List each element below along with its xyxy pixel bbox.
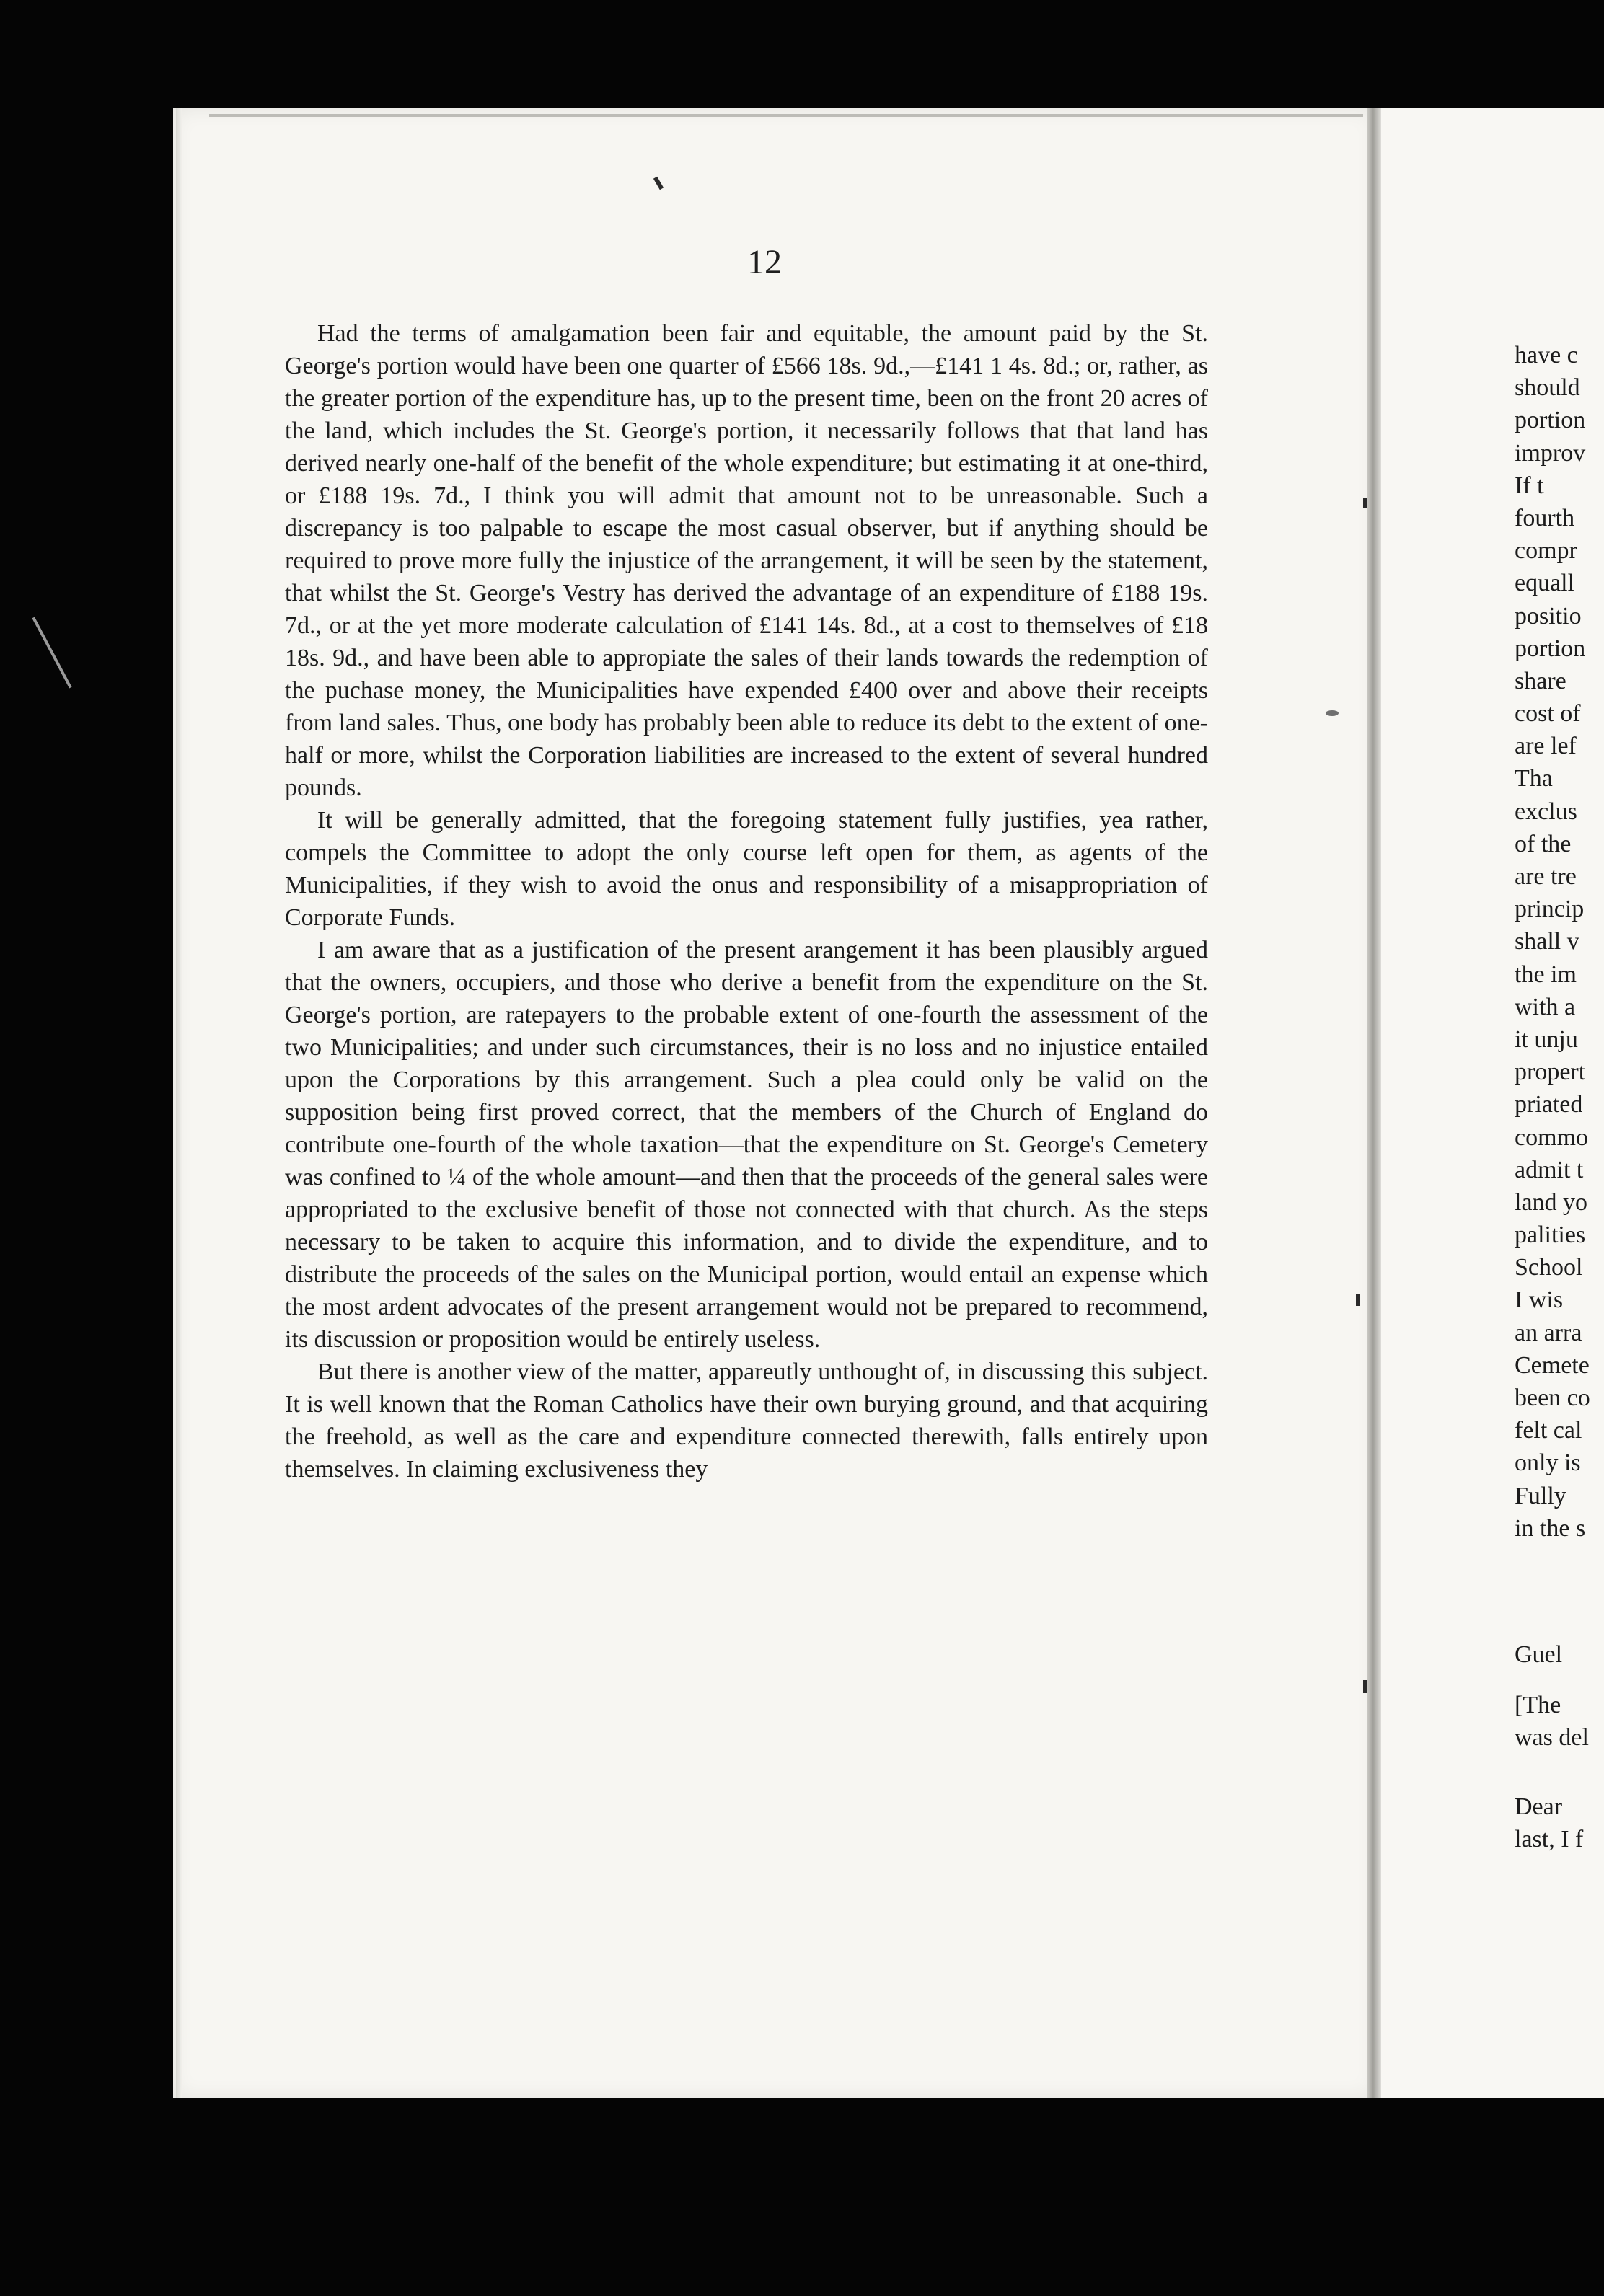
paragraph: I am aware that as a justification of the present arangement it has been plausibly argued that the owners, occupiers, and those who derive a benefit from the expenditure on the St. George's portion, are ratepayers to the probable extent of one-fourth the assessment of the two Municipalities; and under such circumstances, their is no loss and no injustice entailed upon the Corporations by this arrangement. Such a plea could only be valid on the supposition being first proved correct, that the members of the Church of England do contribute one-fourth of the whole taxation—that the expenditure on St. George's Cemetery was confined to ¼ of the whole amount—and then that the proceeds of the general sales were appropriated to the exclusive benefit of those not connected with that church. As the steps necessary to be taken to acquire this information, and to divide the expenditure, and to distribute the proceeds of the sales on the Municipal portion, would entail an expense which the most ardent advocates of the present arrangement would not be prepared to recommend, its discussion or proposition would be entirely useless. (285, 937, 1208, 1353)
fragment-line: propert (1515, 1059, 1586, 1086)
fragment-line: I wis (1515, 1286, 1564, 1314)
spacer (1515, 1545, 1604, 1638)
fragment-line: improv (1515, 439, 1586, 467)
fragment-line: are tre (1515, 863, 1577, 890)
fragment-line: only is (1515, 1449, 1581, 1477)
fragment-line: priated (1515, 1091, 1583, 1118)
fragment-line: If t (1515, 472, 1544, 499)
fragment-line: land yo (1515, 1188, 1588, 1216)
spacer (1515, 1754, 1604, 1791)
fragment-line: should (1515, 374, 1580, 402)
page-top-edge (209, 114, 1363, 117)
fragment-line: with a (1515, 993, 1576, 1020)
fragment-line: [The (1515, 1692, 1561, 1719)
fragment-line: portion (1515, 635, 1586, 662)
fragment-line: last, I f (1515, 1825, 1584, 1853)
fragment-line: commo (1515, 1123, 1588, 1151)
fragment-line: it unju (1515, 1025, 1578, 1053)
fragment-line: an arra (1515, 1319, 1582, 1346)
fragment-line: have c (1515, 342, 1578, 368)
ink-speck (1363, 498, 1367, 508)
fragment-line: Fully (1515, 1482, 1566, 1509)
fragment-line: Dear (1515, 1793, 1563, 1820)
fragment-line: equall (1515, 570, 1575, 597)
fragment-line: fourth (1515, 504, 1575, 531)
fragment-line: was del (1515, 1724, 1589, 1752)
fragment-line: shall v (1515, 928, 1579, 955)
left-page-edge (176, 108, 182, 2098)
fragment-line: Cemete (1515, 1351, 1590, 1379)
paragraph: Had the terms of amalgamation been fair and equitable, the amount paid by the St. George's portion would have been one quarter of £566 18s. 9d.,—£141 1 4s. 8d.; or, rather, as the greater portion of the expenditure has, up to the present time, been on the front 20 acres of the land, which includes the St. George's portion, it necessarily follows that that land has derived nearly one-half of the benefit of the whole expenditure; but estimating it at one-third, or £188 19s. 7d., I think you will admit that amount not to be unreasonable. Such a discrepancy is too palpable to escape the most casual observer, but if anything should be required to prove more fully the injustice of the arrangement, it will be seen by the statement, that whilst the St. George's Vestry has derived the advantage of an expenditure of £188 19s. 7d., or at the yet more moderate calculation of £141 14s. 8d., at a cost to themselves of £18 18s. 9d., and have been able to appropiate the sales of their lands towards the redemption of the puchase money, the Municipalities have expended £400 over and above their receipts from land sales. Thus, one body has probably been able to reduce its debt to the extent of one-half or more, whilst the Corporation liabilities are increased to the extent of several hundred pounds. (285, 320, 1208, 801)
fragment-line: share (1515, 667, 1566, 694)
facing-page-text (1515, 339, 1604, 1855)
fragment-line: palities (1515, 1222, 1586, 1249)
page-number: 12 (747, 243, 782, 281)
fragment-line: exclus (1515, 798, 1577, 825)
spacer (1515, 1671, 1604, 1689)
paragraph: It will be generally admitted, that the foregoing statement fully justifies, yea rather, compels the Committee to adopt the only course left open for them, as agents of the Municipalities, if they wish to avoid the onus and responsibility of a misappropriation of Corporate Funds. (285, 807, 1208, 931)
ink-speck (1363, 1680, 1367, 1693)
fragment-line: Guel (1515, 1641, 1563, 1668)
ink-speck (1356, 1294, 1360, 1306)
fragment-line: School (1515, 1254, 1583, 1281)
fragment-line: positio (1515, 602, 1582, 630)
fragment-line: the im (1515, 961, 1577, 988)
paragraph: But there is another view of the matter, appareutly unthought of, in discussing this subject. It is well known that the Roman Catholics have their own burying ground, and that acquiring the freehold, as well as the care and expenditure connected therewith, falls entirely upon themselves. In claiming exclusiveness they (285, 1359, 1208, 1483)
body-text (285, 317, 1208, 1485)
fragment-line: princip (1515, 896, 1585, 923)
ink-blot (1326, 710, 1339, 716)
fragment-line: portion (1515, 407, 1586, 434)
fragment-line: Tha (1515, 765, 1553, 792)
fragment-line: in the s (1515, 1514, 1586, 1542)
book-gutter (1367, 108, 1383, 2098)
fragment-line: cost of (1515, 700, 1581, 728)
fragment-line: of the (1515, 830, 1572, 857)
fragment-line: compr (1515, 537, 1577, 565)
fragment-line: admit t (1515, 1156, 1584, 1183)
fragment-line: are lef (1515, 733, 1577, 760)
fragment-line: been co (1515, 1385, 1590, 1411)
fragment-line: felt cal (1515, 1417, 1582, 1444)
scratch-mark (32, 617, 71, 688)
